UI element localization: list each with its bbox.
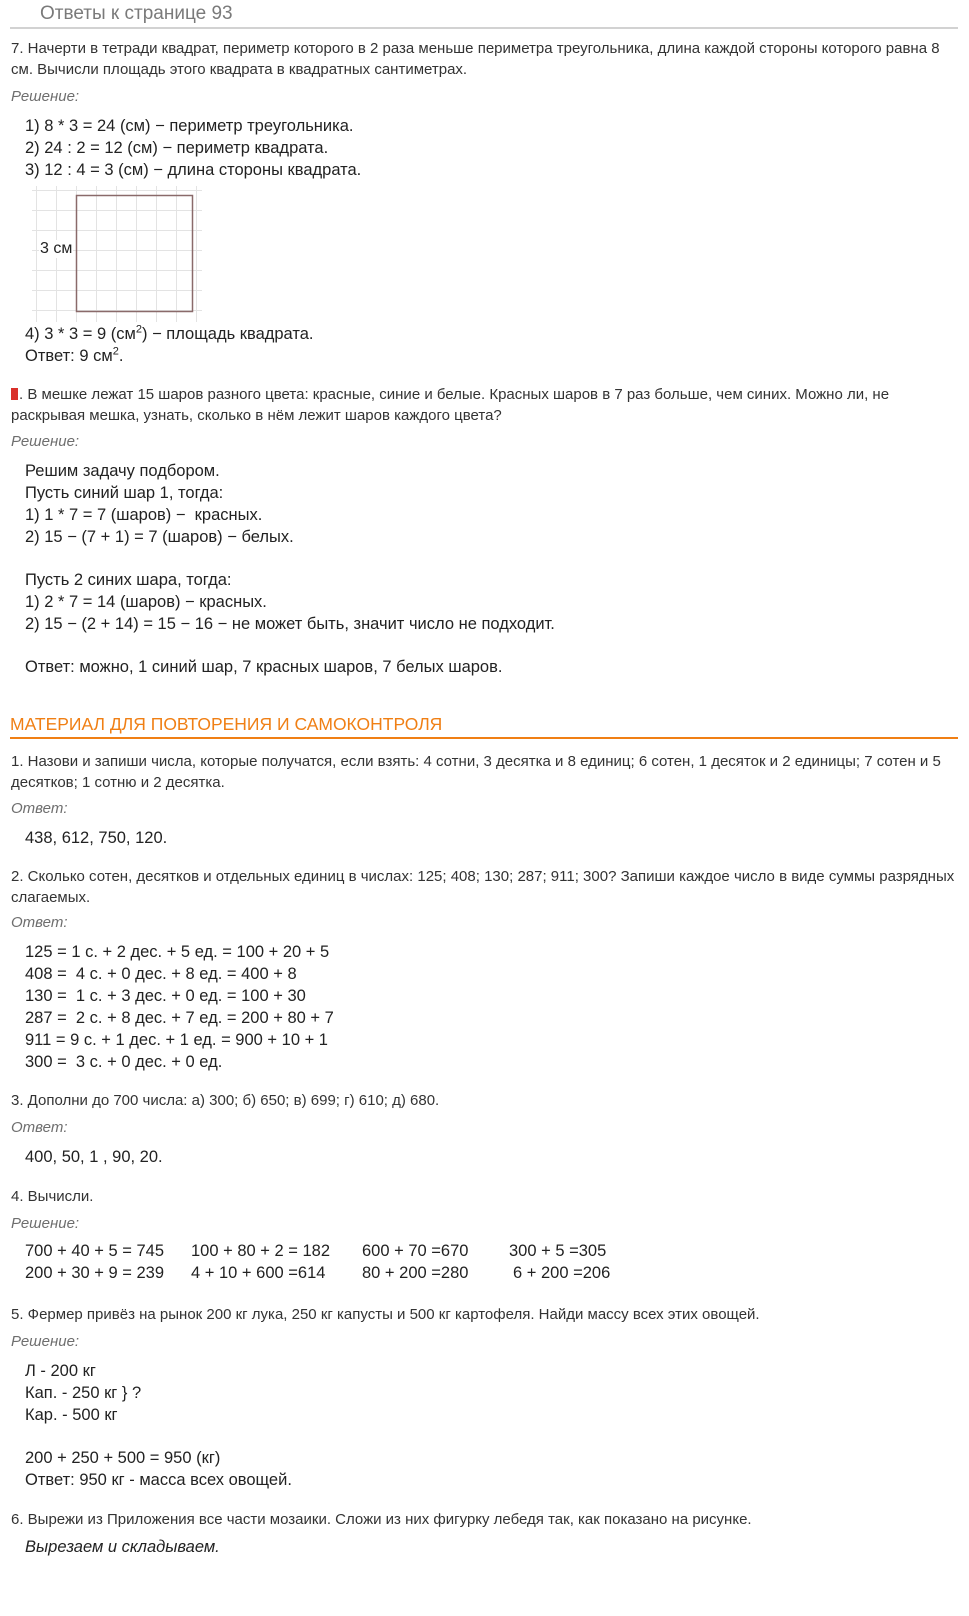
- r4-question: 4. Вычисли.: [11, 1188, 94, 1205]
- r6-answer: Вырезаем и складываем.: [25, 1538, 220, 1556]
- task8-question: . В мешке лежат 15 шаров разного цвета: красные, синие и белые. Красных шаров в 7 раз больше, чем синих. Можно ли, не раскрывая мешка, узнать, сколько в нём лежит шаров каждого цвета?: [11, 386, 890, 424]
- page-title: Ответы к странице 93: [40, 3, 233, 24]
- square-side-label: 3 см: [40, 240, 73, 257]
- task7-solution-label: Решение:: [11, 88, 80, 105]
- r2-question: 2. Сколько сотен, десятков и отдельных единиц в числах: 125; 408; 130; 287; 911; 300? Запиши каждое число в виде суммы разрядных слагаемых.: [11, 868, 955, 906]
- square-shape: [77, 196, 193, 312]
- task8-lines-b: Пусть 2 синих шара, тогда: 1) 2 * 7 = 14 (шаров) − красных. 2) 15 − (2 + 14) = 15 − 16 − не может быть, значит число не подходит.: [25, 571, 555, 633]
- r2-answer-lines: 125 = 1 с. + 2 дес. + 5 ед. = 100 + 20 + 5 408 = 4 с. + 0 дес. + 8 ед. = 400 + 8 130 = 1 с. + 3 дес. + 0 ед. = 100 + 30 287 = 2 с. + 8 дес. + 7 ед. = 200 + 80 + 7 911 = 9 с. + 1 дес. + 1 ед. = 900 + 10 + 1 300 = 3 с. + 0 дес. + 0 ед.: [25, 943, 334, 1071]
- r6-question: 6. Вырежи из Приложения все части мозаики. Сложи из них фигурку лебедя так, как показано на рисунке.: [11, 1511, 752, 1528]
- title-divider: [10, 27, 958, 29]
- task-number-marker: [11, 388, 18, 400]
- task7-step: 1) 8 * 3 = 24 (см) − периметр треугольника.: [25, 117, 354, 135]
- task8-lines-a: Решим задачу подбором. Пусть синий шар 1, тогда: 1) 1 * 7 = 7 (шаров) − красных. 2) 15 − (7 + 1) = 7 (шаров) − белых.: [25, 462, 294, 546]
- r3-answer-label: Ответ:: [11, 1119, 68, 1136]
- r5-solution-label: Решение:: [11, 1333, 80, 1350]
- task7-step4: 4) 3 * 3 = 9 $(см^2)$ − площадь квадрата.: [25, 323, 314, 343]
- r1-question: 1. Назови и запиши числа, которые получатся, если взять: 4 сотни, 3 десятка и 8 единиц; 6 сотен, 1 десяток и 2 единицы; 7 сотен и 5 десятков; 1 сотню и 2 десятка.: [11, 753, 941, 791]
- task7-step: 2) 24 : 2 = 12 (см) − периметр квадрата.: [25, 139, 329, 157]
- task8-solution-label: Решение:: [11, 433, 80, 450]
- page: Ответы к странице 93 7. Начерти в тетради квадрат, периметр которого в 2 раза меньше периметра треугольника, длина каждой стороны которого равна 8 см. Вычисли площадь этого квадрата в квадратных сантиметрах. Решение: 1) 8 * 3 = 24 (см) − периметр треугольника. 2) 24 : 2 = 12 (см) − периметр квадрата. 3) 12 : 4 = 3 (см) − длина стороны квадрата. 3 см 4) 3 * 3 = 9 $(см^2)$ − площадь квадрата. Ответ: 9 $см^2$. . В мешке лежат 15 шаров разного цвета: красные, синие и белые. Красных шаров в 7 раз больше, чем синих. Можно ли, не раскрывая мешка, узнать, сколько в нём лежит шаров каждого цвета? Решение: Решим задачу подбором. Пусть синий шар 1, тогда: 1) 1 * 7 = 7 (шаров) − красных. 2) 15 − (7 + 1) = 7 (шаров) − белых. Пусть 2 синих шара, тогда: 1) 2 * 7 = 14 (шаров) − красных. 2) 15 − (2 + 14) = 15 − 16 − не может быть, значит число не подходит. Ответ: можно, 1 синий шар, 7 красных шаров, 7 белых шаров. МАТЕРИАЛ ДЛЯ ПОВТОРЕНИЯ И САМОКОНТРОЛЯ 1. Назови и запиши числа, которые получатся, если взять: 4 сотни, 3 десятка и 8 единиц; 6 сотен, 1 десяток и 2 единицы; 7 сотен и 5 десятков; 1 сотню и 2 десятка. Ответ: 438, 612, 750, 120. 2. Сколько сотен, десятков и отдельных единиц в числах: 125; 408; 130; 287; 911; 300? Запиши каждое число в виде суммы разрядных слагаемых. Ответ: 125 = 1 с. + 2 дес. + 5 ед. = 100 + 20 + 5 408 = 4 с. + 0 дес. + 8 ед. = 400 + 8 130 = 1 с. + 3 дес. + 0 ед. = 100 + 30 287 = 2 с. + 8 дес. + 7 ед. = 200 + 80 + 7 911 = 9 с. + 1 дес. + 1 ед. = 900 + 10 + 1 300 = 3 с. + 0 дес. + 0 ед. 3. Дополни до 700 числа: а) 300; б) 650; в) 699; г) 610; д) 680. Ответ: 400, 50, 1 , 90, 20. 4. Вычисли. Решение: 700 + 40 + 5 = 745 100 + 80 + 2 = 182 600 + 70 =670 300 + 5 =305 200 + 30 + 9 = 239 4 + 10 + 600 =614 80 + 200 =280 6 + 200 =206 5. Фермер привёз на рынок 200 кг лука, 250 кг капусты и 500 кг картофеля. Найди массу всех этих овощей. Решение: Л - 200 кг Кап. - 250 кг } ? Кар. - 500 кг 200 + 250 + 500 = 950 (кг) Ответ: 950 кг - масса всех овощей. 6. Вырежи из Приложения все части мозаики. Сложи из них фигурку лебедя так, как показано на рисунке. Вырезаем и складываем.: [0, 0, 969, 1616]
- section-divider: [10, 737, 958, 739]
- r2-answer-label: Ответ:: [11, 914, 68, 931]
- r1-answer: 438, 612, 750, 120.: [25, 829, 168, 847]
- task7-step: 3) 12 : 4 = 3 (см) − длина стороны квадрата.: [25, 161, 362, 179]
- r3-question: 3. Дополни до 700 числа: а) 300; б) 650; в) 699; г) 610; д) 680.: [11, 1092, 440, 1109]
- task7-steps: [25, 115, 361, 181]
- r5-question: 5. Фермер привёз на рынок 200 кг лука, 250 кг капусты и 500 кг картофеля. Найди массу всех этих овощей.: [11, 1306, 760, 1323]
- r1-answer-label: Ответ:: [11, 800, 68, 817]
- r3-answer: 400, 50, 1 , 90, 20.: [25, 1148, 163, 1166]
- r4-solution-label: Решение:: [11, 1215, 80, 1232]
- r5-lines-a: Л - 200 кг Кап. - 250 кг } ? Кар. - 500 кг: [25, 1362, 142, 1424]
- task7-question: 7. Начерти в тетради квадрат, периметр которого в 2 раза меньше периметра треугольника, длина каждой стороны которого равна 8 см. Вычисли площадь этого квадрата в квадратных сантиметрах.: [11, 40, 940, 78]
- task8-answer: Ответ: можно, 1 синий шар, 7 красных шаров, 7 белых шаров.: [25, 658, 503, 676]
- section-title: МАТЕРИАЛ ДЛЯ ПОВТОРЕНИЯ И САМОКОНТРОЛЯ: [10, 714, 443, 734]
- task7-answer: Ответ: 9 $см^2$.: [25, 345, 124, 365]
- r5-lines-b: 200 + 250 + 500 = 950 (кг) Ответ: 950 кг - масса всех овощей.: [25, 1449, 292, 1489]
